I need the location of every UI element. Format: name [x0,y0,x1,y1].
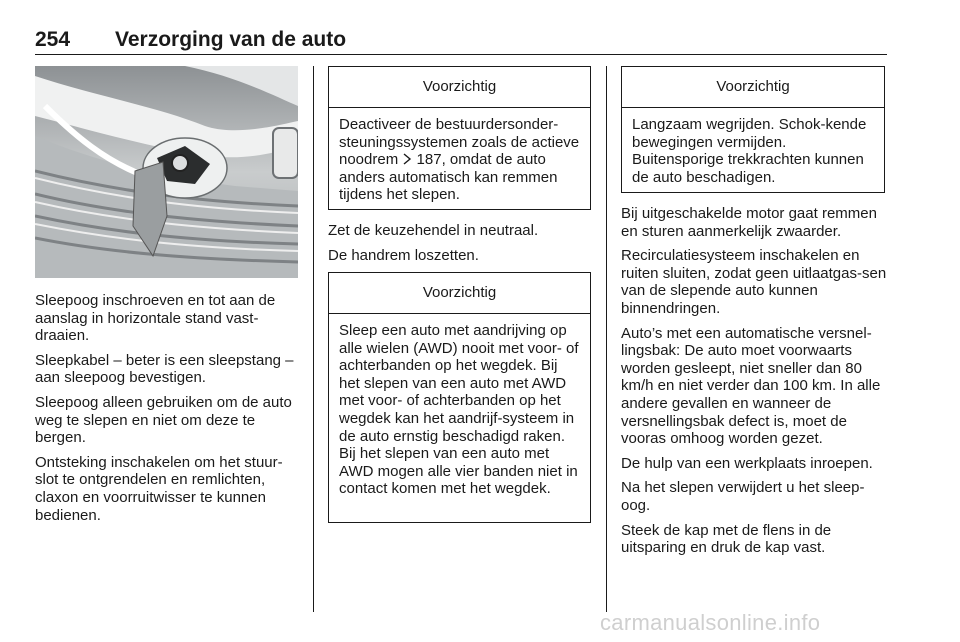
caution-title: Voorzichtig [329,67,590,108]
caution-box-braking-systems [328,66,591,210]
paragraph: Sleepoog inschroeven en tot aan de aanslag in horizontale stand vast-draaien. [35,292,276,345]
caution-title: Voorzichtig [622,67,884,108]
paragraph: De handrem loszetten. [328,246,479,264]
paragraph: Recirculatiesysteem inschakelen en ruiten sluiten, zodat geen uitlaatgas-sen van de slepende auto kunnen binnendringen. [621,247,887,317]
caution-box-slow-start [621,66,885,193]
paragraph: Auto’s met een automatische versnel-lingsbak: De auto moet voorwaarts worden gesleept, niet sneller dan 80 km/h en niet verder dan 100 km. In alle andere gevallen en wanneer de versnellingsbak defect is, moet de vooras omhoog worden gezet. [621,324,881,448]
left-column-text [35,292,300,531]
page-header [35,28,887,55]
paragraph: Ontsteking inschakelen om het stuur-slot te ontgrendelen en remlichten, claxon en voorruitwisser te kunnen bedienen. [35,453,283,524]
paragraph: Bij uitgeschakelde motor gaat remmen en sturen aanmerkelijk zwaarder. [621,205,877,240]
middle-column-text [328,222,591,271]
caution-text: Sleep een auto met aandrijving op alle wielen (AWD) nooit met voor- of achterbanden op het wegdek. Bij het slepen van een auto met AWD met voor- of achterbanden op het wegdek kan het aandrijf-systeem in de auto ernstig beschadigd raken. Bij het slepen van een auto met AWD mogen alle vier banden niet in contact komen met het wegdek. [339,322,579,498]
paragraph: Sleepkabel – beter is een sleepstang – aan sleepoog bevestigen. [35,351,294,387]
caution-text [329,108,590,210]
caution-text-part: , omdat de auto anders automatisch kan remmen tijdens het slepen. [339,151,558,204]
caution-text: Langzaam wegrijden. Schok-kende bewegingen vermijden. Buitensporige trekkrachten kunnen de auto beschadigen. [632,116,867,186]
column-divider-left [313,66,314,612]
bumper-illustration [35,66,298,278]
paragraph: Sleepoog alleen gebruiken om de auto weg te slepen en niet om deze te bergen. [35,393,292,447]
paragraph: Steek de kap met de flens in de uitsparing en druk de kap vast. [621,521,832,557]
caution-box-awd-towing [328,272,591,523]
column-divider-right [606,66,607,612]
paragraph: De hulp van een werkplaats inroepen. [621,454,873,472]
caution-text-part: Deactiveer de bestuurdersonder-steuningssystemen zoals de actieve noodrem [339,116,580,169]
page-reference-link[interactable]: 187 [416,151,442,169]
chapter-title: Verzorging van de auto [115,28,347,51]
page-number: 254 [35,28,71,51]
watermark: carmanualsonline.info [600,610,821,635]
caution-title: Voorzichtig [329,273,590,314]
right-column-text [621,205,887,564]
page-reference-icon [402,153,412,165]
tow-eye-photo [35,66,298,278]
paragraph: Na het slepen verwijdert u het sleep-oog. [621,479,865,514]
paragraph: Zet de keuzehendel in neutraal. [328,222,539,239]
